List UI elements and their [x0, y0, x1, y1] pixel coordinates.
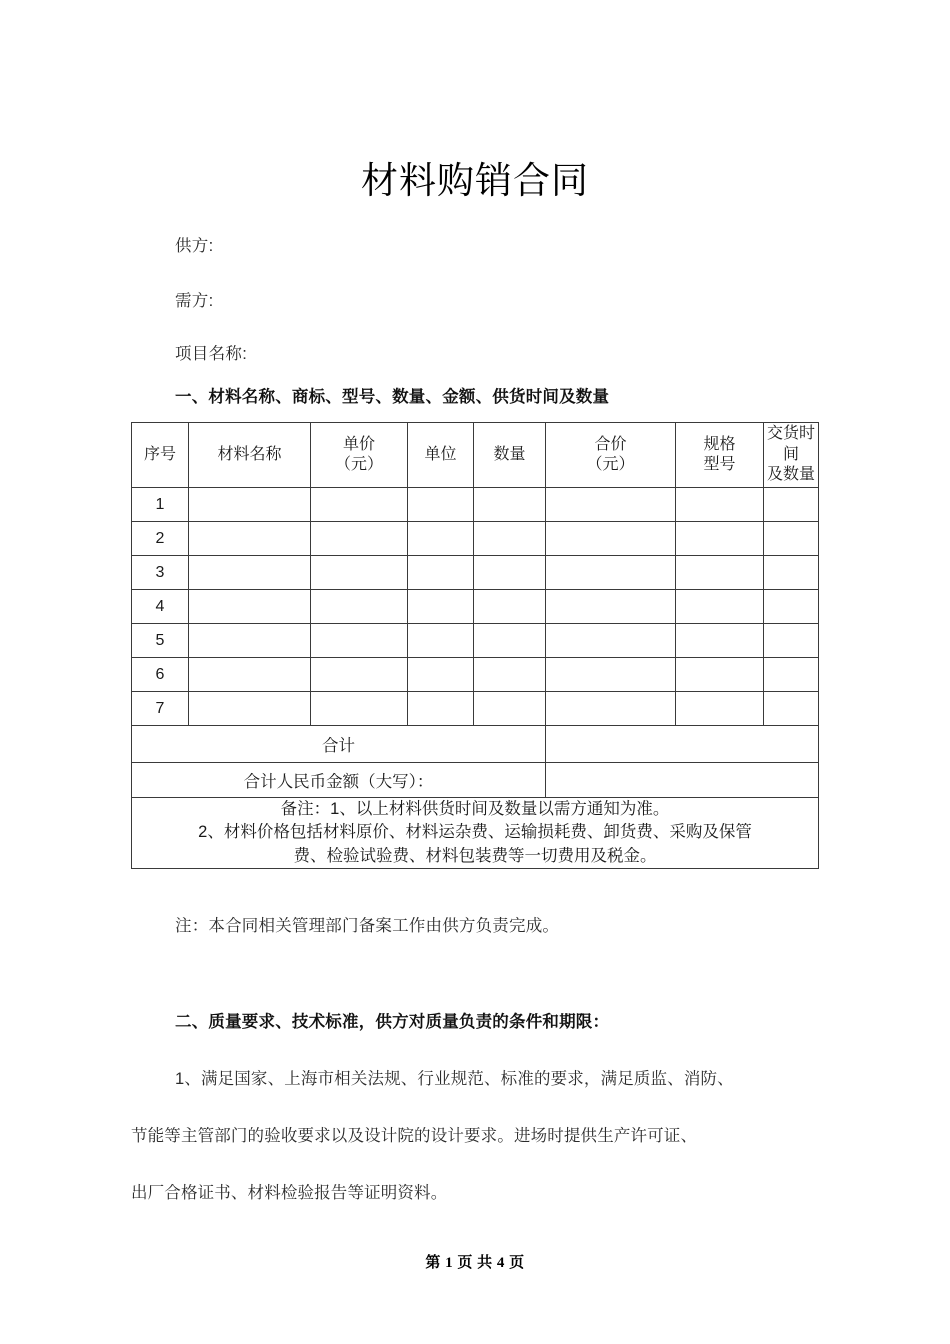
- table-row: [132, 488, 819, 522]
- cell-total-price[interactable]: [546, 692, 676, 726]
- cell-unit[interactable]: [408, 488, 474, 522]
- col-header-index: 序号: [132, 423, 189, 488]
- cell-material-name[interactable]: [189, 522, 311, 556]
- cell-delivery[interactable]: [764, 624, 819, 658]
- cell-unit[interactable]: [408, 590, 474, 624]
- cell-index: 4: [132, 590, 189, 624]
- cell-delivery[interactable]: [764, 488, 819, 522]
- table-row: [132, 658, 819, 692]
- cell-spec-model[interactable]: [676, 590, 764, 624]
- cell-index: 5: [132, 624, 189, 658]
- cell-material-name[interactable]: [189, 590, 311, 624]
- col-header-unit-price: 单价 （元）: [311, 423, 408, 488]
- table-sum-row: [132, 726, 819, 763]
- cell-material-name[interactable]: [189, 556, 311, 590]
- materials-table: [131, 422, 819, 869]
- table-row: [132, 522, 819, 556]
- cell-total-price[interactable]: [546, 556, 676, 590]
- table-header-row: [132, 423, 819, 488]
- table-total-words-row: [132, 763, 819, 798]
- section-one-heading: 一、材料名称、商标、型号、数量、金额、供货时间及数量: [175, 388, 610, 406]
- cell-spec-model[interactable]: [676, 556, 764, 590]
- cell-total-price[interactable]: [546, 658, 676, 692]
- cell-spec-model[interactable]: [676, 692, 764, 726]
- materials-table-body: [132, 488, 819, 869]
- cell-delivery[interactable]: [764, 556, 819, 590]
- cell-material-name[interactable]: [189, 692, 311, 726]
- cell-index: 3: [132, 556, 189, 590]
- col-header-material-name: 材料名称: [189, 423, 311, 488]
- table-row: [132, 624, 819, 658]
- sum-label: 合计: [132, 726, 546, 763]
- col-header-unit: 单位: [408, 423, 474, 488]
- col-header-delivery: 交货时间 及数量: [764, 423, 819, 488]
- cell-unit-price[interactable]: [311, 522, 408, 556]
- cell-quantity[interactable]: [474, 692, 546, 726]
- cell-index: 1: [132, 488, 189, 522]
- cell-quantity[interactable]: [474, 522, 546, 556]
- page-title: 材料购销合同: [361, 160, 589, 201]
- table-row: [132, 556, 819, 590]
- clause-one-line-1: 1、满足国家、上海市相关法规、行业规范、标准的要求，满足质监、消防、: [175, 1070, 734, 1088]
- cell-delivery[interactable]: [764, 522, 819, 556]
- materials-table-head: [132, 423, 819, 488]
- cell-index: 7: [132, 692, 189, 726]
- col-header-spec-model: 规格 型号: [676, 423, 764, 488]
- table-row: [132, 590, 819, 624]
- cell-index: 2: [132, 522, 189, 556]
- cell-delivery[interactable]: [764, 658, 819, 692]
- cell-unit-price[interactable]: [311, 692, 408, 726]
- cell-unit-price[interactable]: [311, 488, 408, 522]
- remark-line-2: 2、材料价格包括材料原价、材料运杂费、运输损耗费、卸货费、采购及保管: [198, 823, 752, 842]
- buyer-field-label: 需方:: [175, 292, 214, 310]
- cell-unit-price[interactable]: [311, 624, 408, 658]
- cell-unit[interactable]: [408, 556, 474, 590]
- project-name-field-label: 项目名称:: [175, 345, 248, 363]
- page-footer: 第 1 页 共 4 页: [425, 1255, 525, 1271]
- cell-total-price[interactable]: [546, 590, 676, 624]
- col-header-total-price: 合价 （元）: [546, 423, 676, 488]
- remark-line-1: 备注：1、以上材料供货时间及数量以需方通知为准。: [280, 800, 670, 818]
- col-header-quantity: 数量: [474, 423, 546, 488]
- cell-material-name[interactable]: [189, 624, 311, 658]
- cell-unit-price[interactable]: [311, 658, 408, 692]
- cell-unit[interactable]: [408, 692, 474, 726]
- clause-one-line-2: 节能等主管部门的验收要求以及设计院的设计要求。进场时提供生产许可证、: [131, 1127, 698, 1145]
- table-row: [132, 692, 819, 726]
- cell-index: 6: [132, 658, 189, 692]
- cell-material-name[interactable]: [189, 658, 311, 692]
- cell-unit-price[interactable]: [311, 556, 408, 590]
- section-two-heading: 二、质量要求、技术标准，供方对质量负责的条件和期限：: [175, 1013, 610, 1031]
- cell-delivery[interactable]: [764, 590, 819, 624]
- table-remark-row: [132, 798, 819, 869]
- clause-one-line-3: 出厂合格证书、材料检验报告等证明资料。: [131, 1184, 448, 1202]
- filing-note: 注：本合同相关管理部门备案工作由供方负责完成。: [175, 917, 560, 935]
- cell-unit-price[interactable]: [311, 590, 408, 624]
- cell-unit[interactable]: [408, 624, 474, 658]
- cell-total-price[interactable]: [546, 624, 676, 658]
- total-in-words-value[interactable]: [546, 763, 819, 798]
- cell-quantity[interactable]: [474, 658, 546, 692]
- cell-spec-model[interactable]: [676, 522, 764, 556]
- sum-value[interactable]: [546, 726, 819, 763]
- cell-unit[interactable]: [408, 522, 474, 556]
- cell-unit[interactable]: [408, 658, 474, 692]
- cell-spec-model[interactable]: [676, 488, 764, 522]
- cell-total-price[interactable]: [546, 522, 676, 556]
- cell-delivery[interactable]: [764, 692, 819, 726]
- cell-quantity[interactable]: [474, 556, 546, 590]
- cell-material-name[interactable]: [189, 488, 311, 522]
- cell-total-price[interactable]: [546, 488, 676, 522]
- remark-cell: [132, 798, 819, 869]
- remark-line-3: 费、检验试验费、材料包装费等一切费用及税金。: [293, 846, 657, 865]
- cell-quantity[interactable]: [474, 624, 546, 658]
- cell-quantity[interactable]: [474, 488, 546, 522]
- cell-spec-model[interactable]: [676, 624, 764, 658]
- supplier-field-label: 供方:: [175, 237, 214, 255]
- cell-quantity[interactable]: [474, 590, 546, 624]
- cell-spec-model[interactable]: [676, 658, 764, 692]
- total-in-words-label: 合计人民币金额（大写）：: [132, 763, 546, 798]
